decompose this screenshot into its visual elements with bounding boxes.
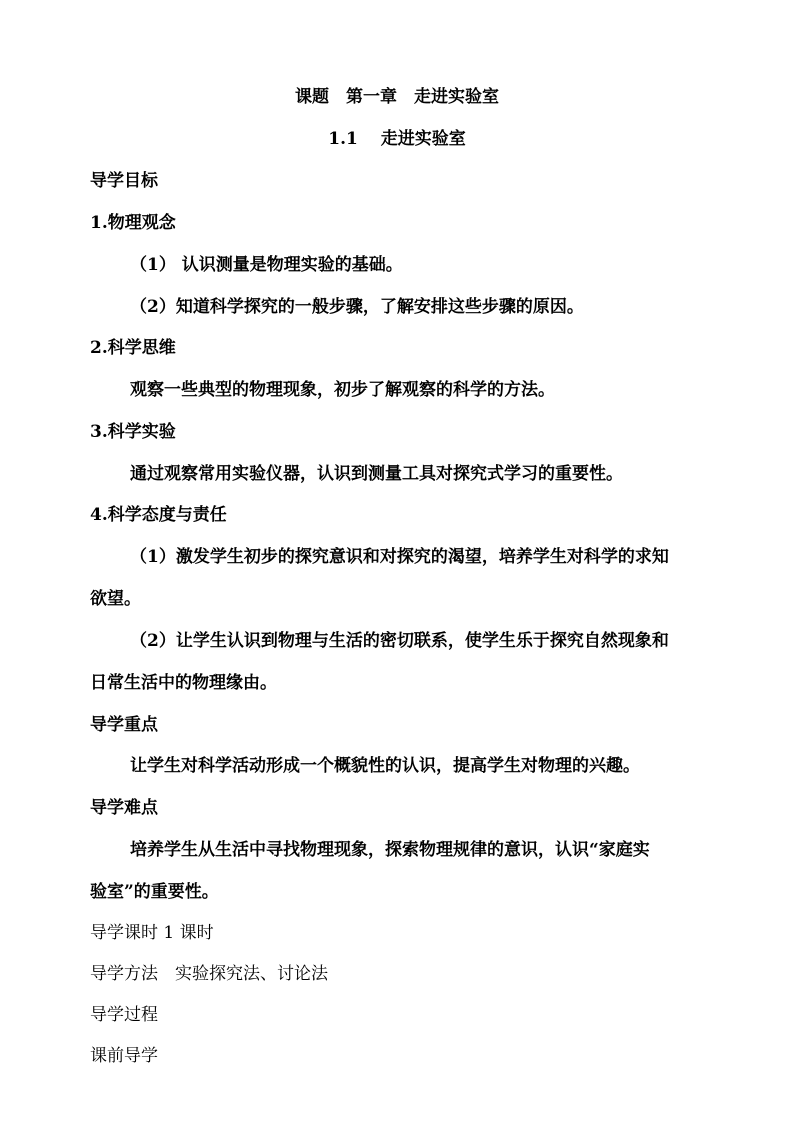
objectives-heading: 导学目标 <box>90 171 158 191</box>
lesson-hours: 导学课时 1 课时 <box>90 923 214 943</box>
attitude-item-1-line-1: （1）激发学生初步的探究意识和对探究的渴望，培养学生对科学的求知 <box>130 547 669 567</box>
physics-concept-item-2: （2）知道科学探究的一般步骤，了解安排这些步骤的原因。 <box>130 297 584 317</box>
difficulty-heading: 导学难点 <box>90 798 158 818</box>
lesson-methods: 导学方法 实验探究法、讨论法 <box>90 964 328 984</box>
scientific-thinking-text: 观察一些典型的物理现象，初步了解观察的科学的方法。 <box>130 380 555 400</box>
attitude-item-1-line-2: 欲望。 <box>90 589 141 609</box>
difficulty-text-line-1: 培养学生从生活中寻找物理现象，探索物理规律的意识，认识“家庭实 <box>130 840 650 860</box>
attitude-item-2-line-2: 日常生活中的物理缘由。 <box>90 673 277 693</box>
lesson-title: 课题 第一章 走进实验室 <box>295 87 499 107</box>
physics-concept-item-1: （1） 认识测量是物理实验的基础。 <box>130 255 403 275</box>
key-point-text: 让学生对科学活动形成一个概貌性的认识，提高学生对物理的兴趣。 <box>130 756 640 776</box>
section-scientific-thinking-heading: 2.科学思维 <box>90 338 176 358</box>
attitude-item-2-line-1: （2）让学生认识到物理与生活的密切联系，使学生乐于探究自然现象和 <box>130 631 669 651</box>
scientific-experiment-text: 通过观察常用实验仪器，认识到测量工具对探究式学习的重要性。 <box>130 464 623 484</box>
section-physics-concept-heading: 1.物理观念 <box>90 213 176 233</box>
key-point-heading: 导学重点 <box>90 715 158 735</box>
section-attitude-heading: 4.科学态度与责任 <box>90 505 227 525</box>
lesson-process-heading: 导学过程 <box>90 1005 158 1025</box>
pre-class-heading: 课前导学 <box>90 1046 158 1066</box>
lesson-subtitle: 1.1 走进实验室 <box>328 129 466 149</box>
difficulty-text-line-2: 验室”的重要性。 <box>90 882 219 902</box>
section-scientific-experiment-heading: 3.科学实验 <box>90 422 176 442</box>
